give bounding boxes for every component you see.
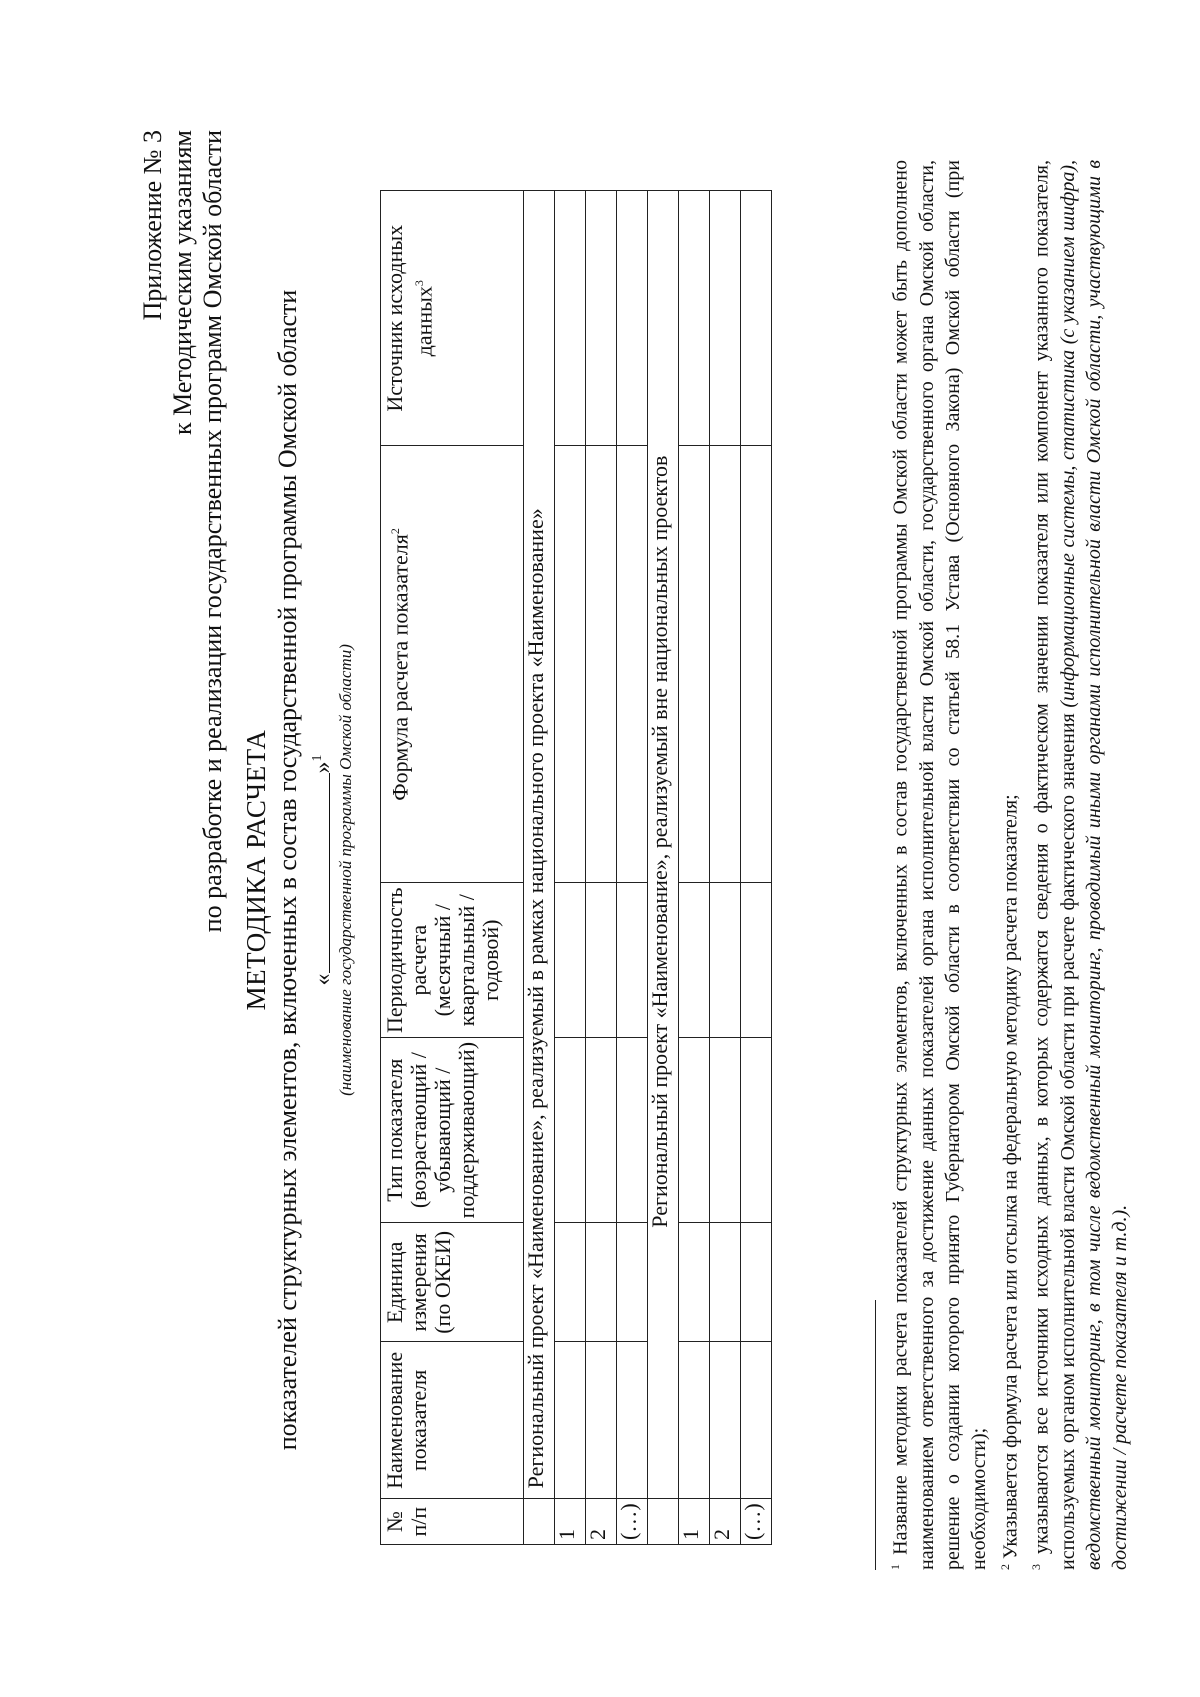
footnote-3-examples: (информационные системы, статистика (с указанием шифра), ведомственный мониторинг, в том числе ведомственный мониторинг, проводимый иными органами исполнительной власти Омской области, участвующими в достижении / расчете показателя и т.д.). bbox=[1056, 159, 1131, 1570]
footnote-3-mark: 3 bbox=[1029, 1564, 1044, 1570]
table-cell bbox=[586, 1223, 617, 1342]
table-cell bbox=[679, 191, 710, 446]
row-number: 1 bbox=[679, 1499, 710, 1545]
table-row bbox=[555, 191, 586, 1545]
table-cell bbox=[586, 191, 617, 446]
row-number: 2 bbox=[710, 1499, 741, 1545]
table-cell bbox=[555, 1037, 586, 1222]
program-name-caption: (наименование государственной программы Омской области) bbox=[336, 644, 355, 1096]
table-cell bbox=[741, 446, 772, 883]
table-header-row bbox=[381, 191, 524, 1545]
appendix-number: Приложение № 3 bbox=[138, 130, 167, 321]
section-row bbox=[524, 191, 555, 1545]
table-cell bbox=[741, 1037, 772, 1222]
header-number: № п/п bbox=[381, 1499, 524, 1545]
table-cell bbox=[679, 446, 710, 883]
table-cell bbox=[555, 1223, 586, 1342]
program-name-line bbox=[306, 90, 335, 1650]
section-spacer bbox=[524, 1499, 555, 1545]
table-cell bbox=[617, 1223, 648, 1342]
table-row bbox=[586, 191, 617, 1545]
row-number: (…) bbox=[741, 1499, 772, 1545]
table-cell bbox=[617, 191, 648, 446]
footnote-3 bbox=[1023, 160, 1133, 1570]
table-cell bbox=[710, 1342, 741, 1499]
quote-close: » bbox=[310, 761, 336, 774]
footnote-2-text: Указывается формула расчета или отсылка на федеральную методику расчета показателя; bbox=[999, 794, 1022, 1559]
footnote-3-text: указываются все источники исходных данных, в которых содержатся сведения о фактическом значении показателя или компонент указанного показателя, используемых органом исполнительной власти Омской области при расчете фактического значения bbox=[1030, 159, 1079, 1570]
table-row bbox=[741, 191, 772, 1545]
quote-open: « bbox=[310, 973, 336, 986]
table-cell bbox=[617, 446, 648, 883]
footnote-ref-3: 3 bbox=[412, 280, 426, 287]
table-cell bbox=[555, 446, 586, 883]
footnote-1-mark: 1 bbox=[888, 1564, 902, 1570]
table-row bbox=[710, 191, 741, 1545]
indicators-table bbox=[380, 190, 772, 1545]
table-row bbox=[617, 191, 648, 1545]
header-indicator-type: Тип показателя (возрастающий / убывающий / поддерживающий) bbox=[381, 1037, 524, 1222]
landscape-page bbox=[50, 90, 1200, 1650]
table-cell bbox=[555, 191, 586, 446]
section-title: Региональный проект «Наименование», реализуемый вне национальных проектов bbox=[648, 191, 679, 1499]
section-spacer bbox=[648, 1499, 679, 1545]
table-cell bbox=[710, 191, 741, 446]
document-subtitle: показателей структурных элементов, включенных в состав государственной программы Омской области bbox=[273, 289, 302, 1451]
table-cell bbox=[617, 883, 648, 1038]
table-cell bbox=[679, 883, 710, 1038]
header-formula bbox=[381, 446, 524, 883]
footnote-2 bbox=[992, 160, 1024, 1570]
title-block bbox=[240, 90, 355, 1650]
header-data-source-text: Источник исходных данных bbox=[382, 224, 437, 412]
row-number: 1 bbox=[555, 1499, 586, 1545]
table-row bbox=[679, 191, 710, 1545]
table-cell bbox=[586, 1037, 617, 1222]
appendix-note bbox=[138, 130, 228, 932]
footnote-2-mark: 2 bbox=[997, 1564, 1012, 1570]
table-cell bbox=[710, 1037, 741, 1222]
header-formula-text: Формула расчета показателя bbox=[387, 534, 413, 801]
table-cell bbox=[617, 1037, 648, 1222]
table-cell bbox=[741, 1342, 772, 1499]
table-cell bbox=[710, 446, 741, 883]
section-row bbox=[648, 191, 679, 1545]
table-cell bbox=[741, 883, 772, 1038]
table-cell bbox=[679, 1223, 710, 1342]
table-cell bbox=[679, 1342, 710, 1499]
footnotes bbox=[882, 160, 1133, 1570]
table-cell bbox=[710, 1223, 741, 1342]
table-cell bbox=[586, 1342, 617, 1499]
footnote-ref-1: 1 bbox=[310, 754, 325, 762]
appendix-reference-continued: по разработке и реализации государственных программ Омской области bbox=[198, 130, 227, 933]
footnote-1-text: Название методики расчета показателей структурных элементов, включенных в состав государственной программы Омской области может быть дополнено наименованием ответственного за достижение данных показателей органа исполнительной власти Омской области, государственного органа Омской области, решение о создании которого принято Губернатором Омской области в соответствии со статьей 58.1 Устава (Основного Закона) Омской области (при необходимости); bbox=[889, 159, 990, 1570]
header-data-source bbox=[381, 191, 524, 446]
footnote-1 bbox=[882, 160, 992, 1570]
table-cell bbox=[555, 883, 586, 1038]
table-cell bbox=[679, 1037, 710, 1222]
table-cell bbox=[586, 446, 617, 883]
row-number: (…) bbox=[617, 1499, 648, 1545]
footnote-ref-2: 2 bbox=[388, 528, 402, 535]
table-cell bbox=[617, 1342, 648, 1499]
section-title: Региональный проект «Наименование», реализуемый в рамках национального проекта «Наименование» bbox=[524, 191, 555, 1499]
appendix-reference: к Методическим указаниям bbox=[168, 130, 197, 435]
table-cell bbox=[555, 1342, 586, 1499]
header-unit: Единица измерения (по ОКЕИ) bbox=[381, 1223, 524, 1342]
header-periodicity: Периодичность расчета (месячный / квартальный / годовой) bbox=[381, 883, 524, 1038]
table-cell bbox=[741, 191, 772, 446]
table-cell bbox=[741, 1223, 772, 1342]
document-title: МЕТОДИКА РАСЧЕТА bbox=[241, 729, 271, 1011]
row-number: 2 bbox=[586, 1499, 617, 1545]
header-indicator-name: Наименование показателя bbox=[381, 1342, 524, 1499]
footnote-separator bbox=[875, 1300, 876, 1570]
table-cell bbox=[586, 883, 617, 1038]
program-name-blank bbox=[309, 774, 330, 974]
table-cell bbox=[710, 883, 741, 1038]
